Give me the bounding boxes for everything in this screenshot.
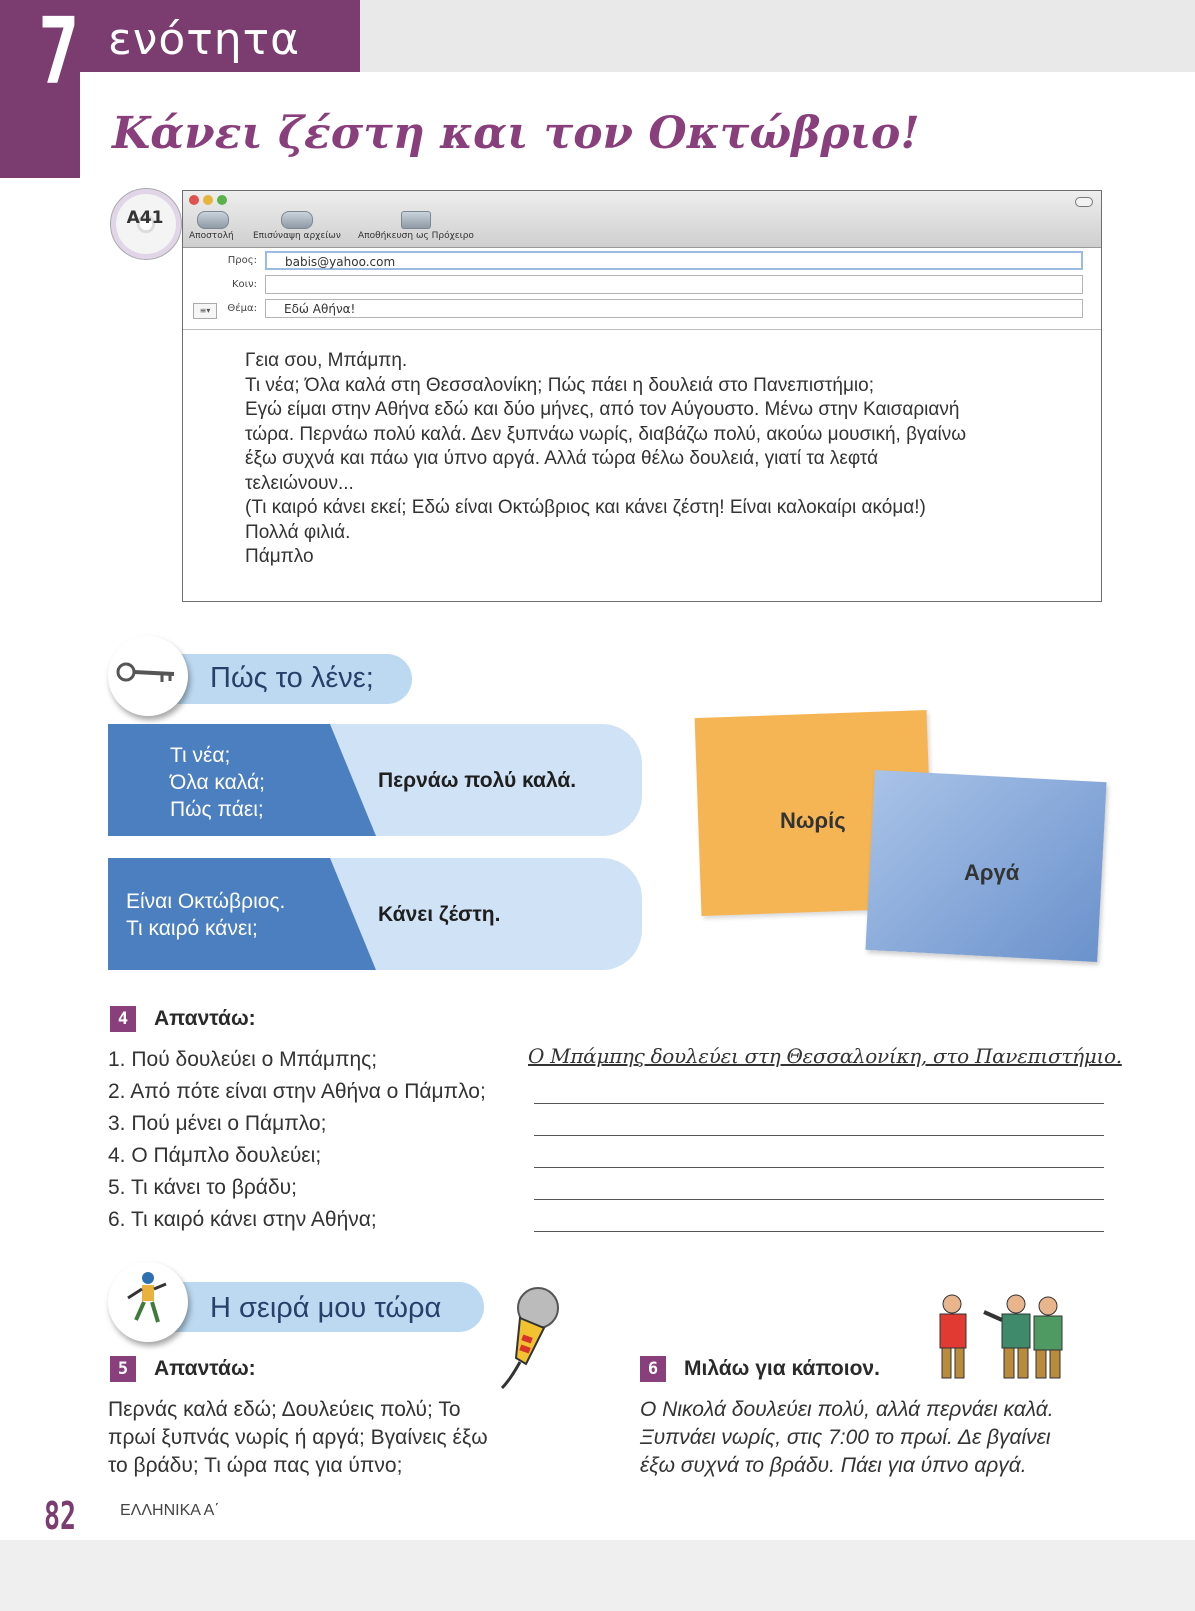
phrase-row-2-questions	[126, 888, 285, 942]
phrase-line: Όλα καλά;	[170, 771, 265, 794]
send-icon[interactable]	[197, 211, 229, 229]
attach-icon[interactable]	[281, 211, 313, 229]
answer-line-2[interactable]	[534, 1103, 1104, 1104]
header-divider	[183, 329, 1101, 330]
save-draft-icon[interactable]	[401, 211, 431, 229]
book-title: ΕΛΛΗΝΙΚΑ Α΄	[120, 1502, 220, 1519]
unit-banner-slant	[330, 0, 360, 72]
email-body-line: έξω συχνά και πάω για ύπνο αργά. Αλλά τώρα θέλω δουλειά, γιατί τα λεφτά	[245, 448, 879, 469]
answer-line-5[interactable]	[534, 1199, 1104, 1200]
email-body-line: τώρα. Περνάω πολύ καλά. Δεν ξυπνάω νωρίς, διαβάζω πολύ, ακούω μουσική, βγαίνω	[245, 423, 967, 445]
exercise-line: το βράδυ; Τι ώρα πας για ύπνο;	[108, 1454, 403, 1477]
key-icon-badge	[108, 636, 188, 716]
toolbar-toggle-icon[interactable]	[1075, 197, 1093, 207]
question-3: 3. Πού μένει ο Πάμπλο;	[108, 1112, 327, 1135]
dancers-icon	[108, 1262, 188, 1342]
exercise-title: Μιλάω για κάποιον.	[684, 1357, 880, 1380]
save-draft-button-label[interactable]: Αποθήκευση ως Πρόχειρο	[358, 231, 474, 241]
people-talking-icon	[930, 1290, 1080, 1386]
dancers-icon-badge	[108, 1262, 188, 1342]
unit-word: ενότητα	[108, 14, 301, 65]
exercise-line: Ξυπνάει νωρίς, στις 7:00 το πρωί. Δε βγαίνει	[640, 1426, 1051, 1449]
email-body-line: τελειώνουν...	[245, 472, 354, 494]
page-title: Κάνει ζέστη και τον Οκτώβριο!	[112, 108, 920, 159]
exercise-title: Απαντάω:	[154, 1007, 256, 1030]
exercise-number: 6	[640, 1356, 666, 1382]
email-body-line: Πολλά φιλιά.	[245, 521, 351, 543]
subject-field[interactable]: Εδώ Αθήνα!	[265, 299, 1083, 318]
to-label: Προς:	[227, 255, 257, 266]
exercise-line: Ο Νικολά δουλεύει πολύ, αλλά περνάει καλά.	[640, 1398, 1054, 1421]
phrase-row-1-answer: Περνάω πολύ καλά.	[378, 769, 577, 792]
email-body-line: Γεια σου, Μπάμπη.	[245, 350, 408, 371]
to-field[interactable]: babis@yahoo.com	[265, 251, 1083, 270]
attach-button-label[interactable]: Επισύναψη αρχείων	[253, 231, 341, 241]
unit-number: 7	[38, 0, 80, 105]
close-window-icon[interactable]	[189, 195, 199, 205]
zoom-window-icon[interactable]	[217, 195, 227, 205]
question-2: 2. Από πότε είναι στην Αθήνα ο Πάμπλο;	[108, 1080, 486, 1103]
send-button-label[interactable]: Αποστολή	[189, 231, 234, 241]
exercise-5-text	[108, 1396, 568, 1480]
exercise-number: 4	[110, 1006, 136, 1032]
key-icon	[108, 636, 188, 716]
subject-label: Θέμα:	[227, 303, 257, 314]
audio-track-label: A41	[126, 208, 164, 228]
exercise-title: Απαντάω:	[154, 1357, 256, 1380]
email-window	[182, 190, 1102, 602]
exercise-line: πρωί ξυπνάς νωρίς ή αργά; Βγαίνεις έξω	[108, 1426, 488, 1449]
email-body-line: Τι νέα; Όλα καλά στη Θεσσαλονίκη; Πώς πάει η δουλειά στο Πανεπιστήμιο;	[245, 374, 874, 396]
question-5: 5. Τι κάνει το βράδυ;	[108, 1176, 297, 1199]
page-number: 82	[44, 1494, 77, 1538]
cc-field[interactable]	[265, 275, 1083, 294]
email-body[interactable]	[245, 349, 1035, 570]
section-title-how: Πώς το λένε;	[210, 662, 374, 694]
sticky-note-early-text: Νωρίς	[780, 808, 846, 833]
footer-band	[0, 1540, 1195, 1611]
exercise-line: Περνάς καλά εδώ; Δουλεύεις πολύ; Το	[108, 1398, 461, 1421]
phrase-line: Τι καιρό κάνει;	[126, 917, 258, 940]
answer-line-3[interactable]	[534, 1135, 1104, 1136]
phrase-row-1-questions	[170, 742, 265, 823]
answer-line-6[interactable]	[534, 1231, 1104, 1232]
sticky-note-late-text: Αργά	[964, 860, 1020, 885]
example-answer: Ο Μπάμπης δουλεύει στη Θεσσαλονίκη, στο Πανεπιστήμιο.	[528, 1044, 1122, 1068]
question-6: 6. Τι καιρό κάνει στην Αθήνα;	[108, 1208, 377, 1231]
priority-menu-button[interactable]: ≡▾	[193, 303, 217, 319]
email-body-line: (Τι καιρό κάνει εκεί; Εδώ είναι Οκτώβριος και κάνει ζέστη! Είναι καλοκαίρι ακόμα!)	[245, 497, 926, 518]
phrase-row-2-answer: Κάνει ζέστη.	[378, 903, 501, 926]
exercise-6-text	[640, 1396, 1120, 1480]
cc-label: Κοιν:	[231, 279, 257, 290]
email-body-line: Πάμπλο	[245, 546, 314, 567]
email-toolbar	[183, 191, 1101, 248]
microphone-icon	[496, 1284, 566, 1394]
answer-line-4[interactable]	[534, 1167, 1104, 1168]
exercise-line: έξω συχνά το βράδυ. Πάει για ύπνο αργά.	[640, 1454, 1027, 1477]
question-1: 1. Πού δουλεύει ο Μπάμπης;	[108, 1048, 378, 1071]
section-title-my-turn: Η σειρά μου τώρα	[210, 1292, 442, 1324]
phrase-line: Τι νέα;	[170, 744, 231, 767]
minimize-window-icon[interactable]	[203, 195, 213, 205]
exercise-number: 5	[110, 1356, 136, 1382]
phrase-line: Είναι Οκτώβριος.	[126, 890, 286, 913]
email-body-line: Εγώ είμαι στην Αθήνα εδώ και δύο μήνες, από τον Αύγουστο. Μένω στην Καισαριανή	[245, 399, 960, 420]
phrase-line: Πώς πάει;	[170, 798, 264, 821]
question-4: 4. Ο Πάμπλο δουλεύει;	[108, 1144, 322, 1167]
